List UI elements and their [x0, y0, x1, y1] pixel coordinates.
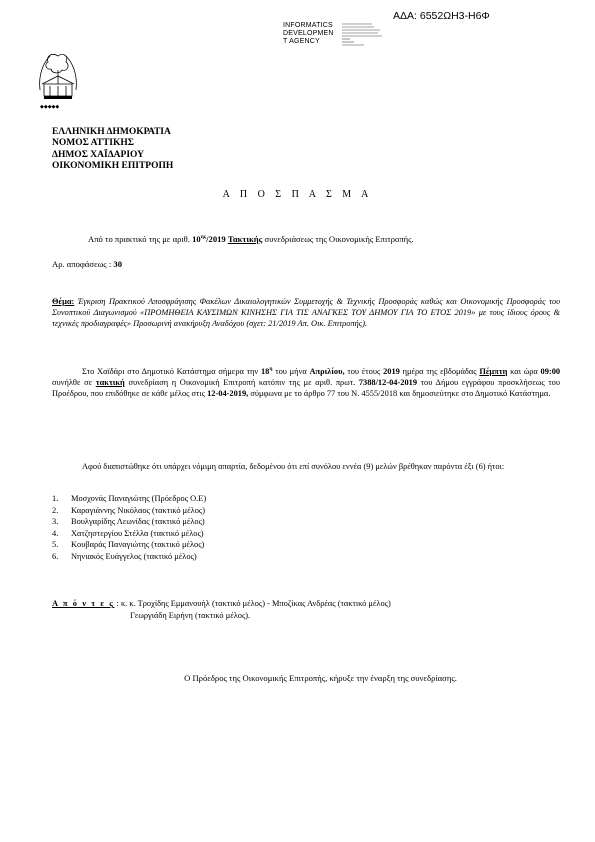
- svg-text:◆◆◆◆◆: ◆◆◆◆◆: [40, 105, 60, 110]
- issuer-line: ΟΙΚΟΝΟΜΙΚΗ ΕΠΙΤΡΟΠΗ: [52, 161, 174, 172]
- meeting-text: του μήνα: [275, 366, 307, 376]
- meeting-text: σύμφωνα με το άρθρο 77 του Ν. 4555/2018 και δημοσιεύτηκε στο Δημοτικό Κατάστημα.: [250, 389, 551, 399]
- member-number: 1.: [52, 494, 59, 503]
- meeting-protocol: 7388/12-04-2019: [358, 378, 418, 387]
- meeting-day-sup: η: [269, 366, 273, 372]
- agency-stamp: [283, 22, 334, 46]
- meeting-year: 2019: [383, 366, 400, 376]
- member-name: Μοσχονάς Παναγιώτης (Πρόεδρος Ο.Ε): [71, 494, 207, 503]
- meeting-text: συνήλθε σε: [52, 378, 93, 387]
- meeting-time: 09:00: [540, 366, 561, 376]
- document-title: Α Π Ο Σ Π Α Σ Μ Α: [222, 189, 373, 200]
- extract-post: συνεδριάσεως της Οικονομικής Επιτροπής.: [264, 234, 414, 244]
- agency-line: T AGENCY: [283, 38, 320, 45]
- extract-number: 10: [192, 234, 201, 244]
- meeting-weekday: Πέμπτη: [479, 366, 508, 376]
- agency-line: DEVELOPMEN: [283, 30, 334, 37]
- decision-number-line: [52, 259, 122, 269]
- issuer-block: [52, 127, 173, 173]
- signature-stamp-icon: [342, 22, 398, 56]
- list-item: [52, 516, 206, 528]
- agency-line: INFORMATICS: [283, 22, 333, 29]
- subject-paragraph: [52, 296, 560, 330]
- meeting-text: του έτους: [347, 366, 381, 376]
- member-number: 5.: [52, 540, 59, 549]
- meeting-session: τακτική: [95, 378, 125, 387]
- meeting-text: και ώρα: [510, 366, 538, 376]
- decision-number: 30: [113, 259, 122, 269]
- extract-year: /2019: [206, 234, 226, 244]
- absent-names: : κ. κ. Τροχίδης Εμμανουήλ (τακτικό μέλος) - Μποζίκας Ανδρέας (τακτικό μέλος): [116, 599, 391, 608]
- issuer-line: ΔΗΜΟΣ ΧΑΪΔΑΡΙΟΥ: [52, 149, 145, 160]
- member-name: Καραγιάννης Νικόλαος (τακτικό μέλος): [71, 505, 206, 515]
- meeting-text: του Δήμου εγγράφου προσκλήσεως του Προέδρου, που επιδόθηκε σε κάθε μέλος στις: [52, 378, 561, 399]
- list-item: [52, 528, 206, 540]
- meeting-month: Απριλίου,: [309, 366, 345, 376]
- list-item: [52, 493, 206, 505]
- absent-line-1: [52, 598, 391, 610]
- municipality-logo-icon: [38, 50, 78, 120]
- member-number: 6.: [52, 551, 59, 561]
- extract-number-sup: ης: [200, 234, 207, 241]
- list-item: [52, 539, 206, 551]
- issuer-line: ΕΛΛΗΝΙΚΗ ΔΗΜΟΚΡΑΤΙΑ: [52, 127, 171, 137]
- member-number: 4.: [52, 528, 59, 538]
- absent-line-2: Γεωργιάδη Ειρήνη (τακτικό μέλος).: [130, 610, 251, 620]
- subject-text: Έγκριση Πρακτικού Αποσφράγισης Φακέλων Δικαιολογητικών Συμμετοχής & Τεχνικής Προσφοράς καθώς και Οικονομικής Προσφοράς του Συνοπτικού Διαγωνισμού «ΠΡΟΜΗΘΕΙΑ ΚΑΥΣΙΜΩΝ ΚΙΝΗΣΗΣ ΓΙΑ ΤΙΣ ΑΝΑΓΚΕΣ ΤΟΥ ΔΗΜΟΥ ΓΙΑ ΤΟ ΕΤΟΣ 2019» με τους ίδιους όρους & τεχνικές προδιαγραφές» Προσωρινή ανακήρυξη Αναδόχου (σχετ: 21/2019 Απ. Οικ. Επιτροπής).: [52, 297, 561, 329]
- meeting-day: 18: [260, 366, 270, 376]
- meeting-text: συνεδρίαση η Οικονομική Επιτροπή κατόπιν της με αριθ. πρωτ.: [128, 378, 356, 387]
- opening-sentence: Ο Πρόεδρος της Οικονομικής Επιτροπής, κήρυξε την έναρξη της συνεδρίασης.: [184, 673, 457, 683]
- ada-code: ΑΔΑ: 6552ΩΗ3-Η6Φ: [393, 10, 490, 22]
- members-list: [52, 493, 206, 562]
- absent-block: [52, 598, 391, 622]
- issuer-line: ΝΟΜΟΣ ΑΤΤΙΚΗΣ: [52, 138, 134, 149]
- absent-label: Α π ό ν τ ε ς: [52, 599, 115, 608]
- member-name: Νηνιακός Ευάγγελος (τακτικό μέλος): [71, 551, 197, 561]
- meeting-text: ημέρα της εβδομάδας: [402, 366, 477, 376]
- member-name: Βουλγαρίδης Λεωνίδας (τακτικό μέλος): [71, 517, 205, 526]
- member-name: Χατζηστεργίου Στέλλα (τακτικό μέλος): [71, 528, 204, 538]
- list-item: [52, 551, 206, 563]
- extract-type: Τακτικής: [227, 234, 263, 244]
- decision-label: Αρ. αποφάσεως :: [52, 259, 112, 269]
- member-name: Κουβαράς Παναγιώτης (τακτικό μέλος): [71, 540, 205, 549]
- extract-pre: Από το πρακτικό της με αριθ.: [88, 234, 190, 244]
- member-number: 2.: [52, 505, 59, 515]
- meeting-paragraph: [52, 364, 560, 399]
- member-number: 3.: [52, 517, 59, 526]
- subject-label: Θέμα:: [52, 297, 75, 306]
- quorum-paragraph: Αφού διαπιστώθηκε ότι υπάρχει νόμιμη απαρτία, δεδομένου ότι επί συνόλου εννέα (9) μελών βρέθηκαν παρόντα έξι (6) ήτοι:: [82, 462, 505, 471]
- meeting-delivery-date: 12-04-2019,: [207, 389, 249, 399]
- meeting-text: Στο Χαϊδάρι στο Δημοτικό Κατάστημα σήμερα την: [82, 366, 259, 376]
- list-item: [52, 505, 206, 517]
- extract-line: [88, 234, 414, 244]
